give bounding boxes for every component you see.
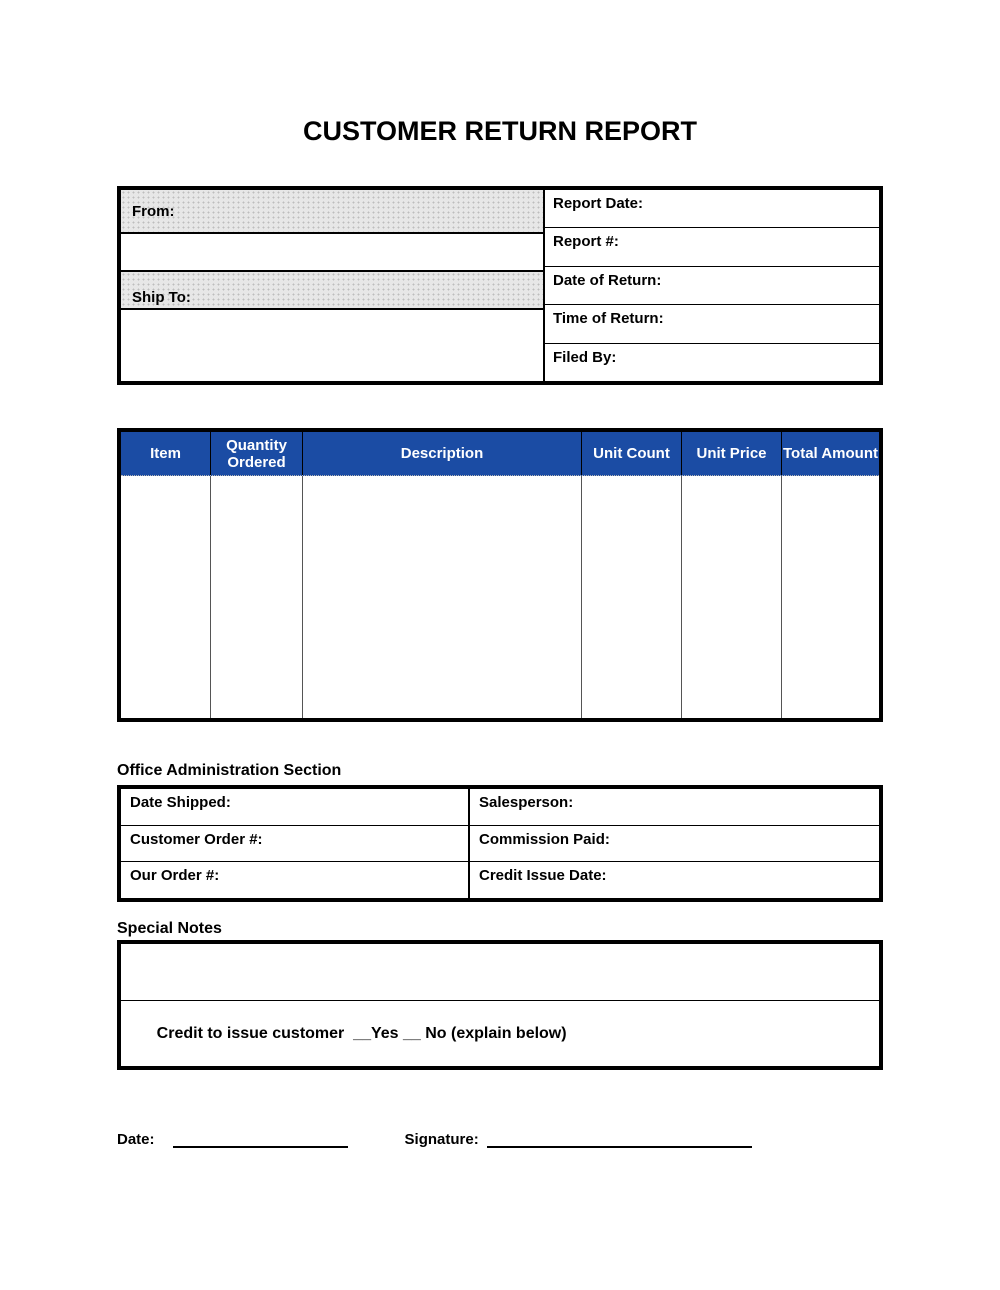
- salesperson-row[interactable]: [470, 789, 879, 826]
- ship-to-band: [121, 272, 543, 310]
- admin-left-column: [121, 789, 470, 898]
- item-header: Item: [150, 445, 181, 462]
- time-of-return-row[interactable]: [545, 305, 879, 343]
- ship-to-label: Ship To:: [132, 289, 191, 306]
- date-of-return-row[interactable]: [545, 267, 879, 305]
- credit-to-issue-row[interactable]: [121, 1001, 879, 1066]
- unit-price-field[interactable]: [681, 476, 781, 718]
- items-table: [117, 428, 883, 722]
- info-table: [117, 186, 883, 385]
- unit-price-header: Unit Price: [681, 432, 781, 475]
- total-amount-field[interactable]: [781, 476, 879, 718]
- ship-to-field[interactable]: [121, 310, 543, 381]
- item-field[interactable]: [121, 476, 210, 718]
- date-of-return-label: Date of Return:: [553, 271, 662, 289]
- date-line[interactable]: [173, 1130, 348, 1148]
- special-notes-field[interactable]: [121, 944, 879, 1001]
- description-header: Description: [302, 432, 581, 475]
- credit-issue-date-label: Credit Issue Date:: [479, 867, 607, 885]
- our-order-label: Our Order #:: [130, 867, 220, 885]
- customer-order-row[interactable]: [121, 826, 468, 863]
- total-amount-header: Total Amount: [781, 432, 879, 475]
- office-administration-table: [117, 785, 883, 902]
- signature-line[interactable]: [487, 1130, 752, 1148]
- admin-right-column: [470, 789, 879, 898]
- quantity-ordered-header: Quantity Ordered: [210, 432, 302, 475]
- salesperson-label: Salesperson:: [479, 794, 574, 811]
- items-table-body: [121, 476, 879, 718]
- report-date-label: Report Date:: [553, 195, 644, 212]
- office-administration-heading: Office Administration Section: [117, 762, 342, 779]
- info-table-right-column: [545, 190, 879, 381]
- from-band: [121, 190, 543, 234]
- unit-count-field[interactable]: [581, 476, 681, 718]
- from-label: From:: [132, 202, 175, 220]
- items-table-header: [121, 432, 879, 476]
- date-label: Date:: [117, 1131, 155, 1148]
- signature-label: Signature:: [404, 1131, 479, 1148]
- credit-issue-date-row[interactable]: [470, 862, 879, 898]
- time-of-return-label: Time of Return:: [553, 310, 664, 328]
- footer-signature-row: [117, 1130, 752, 1148]
- quantity-ordered-field[interactable]: [210, 476, 302, 718]
- info-table-left-column: [121, 190, 545, 381]
- commission-paid-row[interactable]: [470, 826, 879, 863]
- date-shipped-row[interactable]: [121, 789, 468, 826]
- unit-count-header: Unit Count: [581, 432, 681, 475]
- filed-by-label: Filed By:: [553, 348, 617, 366]
- special-notes-box: [117, 940, 883, 1070]
- report-number-label: Report #:: [553, 233, 619, 251]
- from-field[interactable]: [121, 234, 543, 272]
- our-order-row[interactable]: [121, 862, 468, 898]
- filed-by-row[interactable]: [545, 344, 879, 381]
- report-date-row[interactable]: [545, 190, 879, 228]
- date-shipped-label: Date Shipped:: [130, 794, 231, 811]
- credit-to-issue-label: Credit to issue customer __Yes __ No (explain below): [156, 1025, 567, 1042]
- special-notes-heading: Special Notes: [117, 920, 222, 937]
- description-field[interactable]: [302, 476, 581, 718]
- page-title: CUSTOMER RETURN REPORT: [302, 116, 698, 146]
- report-number-row[interactable]: [545, 228, 879, 266]
- customer-order-label: Customer Order #:: [130, 830, 263, 848]
- commission-paid-label: Commission Paid:: [479, 830, 610, 848]
